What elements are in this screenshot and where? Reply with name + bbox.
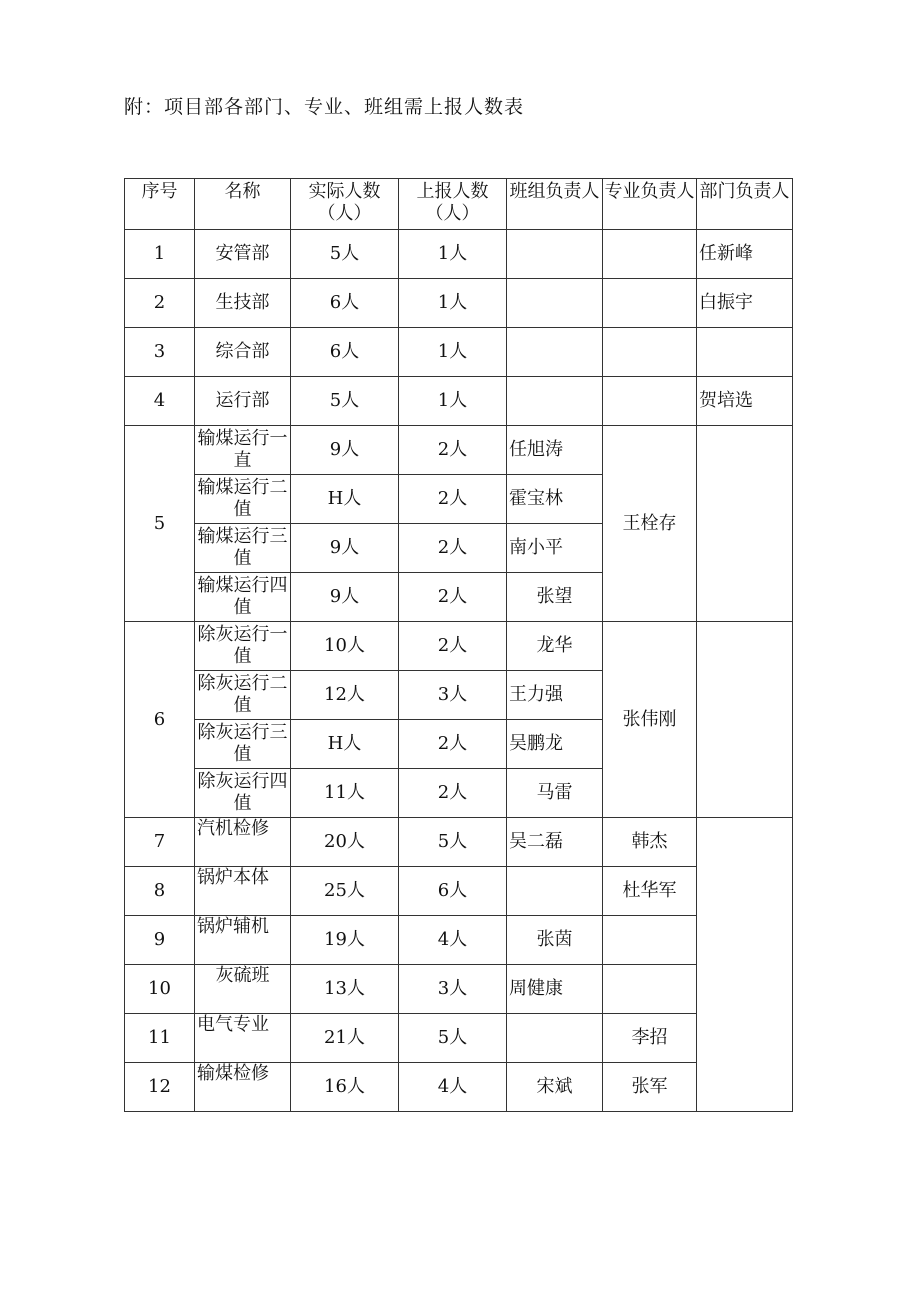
table-row (125, 818, 793, 867)
cell-name: 运行部 (195, 377, 291, 426)
cell-actual: 9人 (291, 573, 399, 622)
cell-actual: 10人 (291, 622, 399, 671)
cell-name: 输煤检修 (195, 1063, 291, 1112)
cell-spec-lead (603, 377, 697, 426)
cell-name: 锅炉辅机 (195, 916, 291, 965)
cell-reported: 4人 (399, 916, 507, 965)
cell-actual: H人 (291, 475, 399, 524)
cell-actual: 12人 (291, 671, 399, 720)
table-row (125, 328, 793, 377)
cell-team-lead (507, 867, 603, 916)
cell-spec-lead (603, 916, 697, 965)
cell-reported: 2人 (399, 720, 507, 769)
cell-reported: 1人 (399, 328, 507, 377)
personnel-table (124, 178, 793, 1112)
header-dept-lead: 部门负责人 (697, 179, 793, 230)
cell-actual: 5人 (291, 377, 399, 426)
cell-actual: 21人 (291, 1014, 399, 1063)
cell-team-lead: 吴鹏龙 (507, 720, 603, 769)
header-actual: 实际人数（人） (291, 179, 399, 230)
cell-seq: 5 (125, 426, 195, 622)
table-row (125, 965, 793, 1014)
cell-spec-lead: 王栓存 (603, 426, 697, 622)
table-row (125, 230, 793, 279)
cell-team-lead: 马雷 (507, 769, 603, 818)
cell-team-lead: 周健康 (507, 965, 603, 1014)
cell-name: 除灰运行一值 (195, 622, 291, 671)
cell-spec-lead: 韩杰 (603, 818, 697, 867)
header-team-lead: 班组负责人 (507, 179, 603, 230)
cell-dept-lead (697, 328, 793, 377)
cell-name: 锅炉本体 (195, 867, 291, 916)
cell-seq: 1 (125, 230, 195, 279)
cell-dept-lead: 任新峰 (697, 230, 793, 279)
cell-spec-lead: 张军 (603, 1063, 697, 1112)
cell-seq: 7 (125, 818, 195, 867)
table-row (125, 377, 793, 426)
cell-name: 输煤运行一直 (195, 426, 291, 475)
cell-dept-lead (697, 622, 793, 818)
cell-reported: 2人 (399, 524, 507, 573)
cell-team-lead (507, 230, 603, 279)
table-row (125, 1063, 793, 1112)
cell-actual: 16人 (291, 1063, 399, 1112)
cell-team-lead: 张茵 (507, 916, 603, 965)
cell-reported: 3人 (399, 671, 507, 720)
cell-team-lead: 龙华 (507, 622, 603, 671)
cell-name: 汽机检修 (195, 818, 291, 867)
cell-seq: 9 (125, 916, 195, 965)
table-row (125, 426, 793, 475)
cell-reported: 3人 (399, 965, 507, 1014)
cell-reported: 5人 (399, 818, 507, 867)
cell-team-lead (507, 328, 603, 377)
cell-reported: 1人 (399, 377, 507, 426)
header-reported: 上报人数（人） (399, 179, 507, 230)
cell-spec-lead (603, 279, 697, 328)
cell-actual: 6人 (291, 328, 399, 377)
cell-team-lead (507, 279, 603, 328)
cell-reported: 1人 (399, 230, 507, 279)
cell-name: 输煤运行二值 (195, 475, 291, 524)
cell-seq: 6 (125, 622, 195, 818)
cell-name: 电气专业 (195, 1014, 291, 1063)
cell-seq: 8 (125, 867, 195, 916)
table-header-row (125, 179, 793, 230)
cell-actual: 5人 (291, 230, 399, 279)
cell-team-lead: 霍宝林 (507, 475, 603, 524)
header-name: 名称 (195, 179, 291, 230)
header-spec-lead: 专业负责人 (603, 179, 697, 230)
cell-name: 安管部 (195, 230, 291, 279)
cell-actual: 9人 (291, 426, 399, 475)
cell-reported: 2人 (399, 475, 507, 524)
cell-dept-lead: 白振宇 (697, 279, 793, 328)
cell-seq: 4 (125, 377, 195, 426)
cell-team-lead: 任旭涛 (507, 426, 603, 475)
cell-actual: 20人 (291, 818, 399, 867)
cell-reported: 6人 (399, 867, 507, 916)
cell-team-lead: 吴二磊 (507, 818, 603, 867)
cell-actual: 9人 (291, 524, 399, 573)
cell-dept-lead (697, 818, 793, 1112)
cell-reported: 2人 (399, 426, 507, 475)
cell-reported: 4人 (399, 1063, 507, 1112)
page-title: 附：项目部各部门、专业、班组需上报人数表 (124, 96, 525, 118)
table-row (125, 867, 793, 916)
cell-team-lead: 南小平 (507, 524, 603, 573)
cell-name: 除灰运行四值 (195, 769, 291, 818)
cell-actual: H人 (291, 720, 399, 769)
cell-team-lead (507, 1014, 603, 1063)
cell-reported: 2人 (399, 573, 507, 622)
cell-spec-lead: 李招 (603, 1014, 697, 1063)
cell-seq: 12 (125, 1063, 195, 1112)
table-row (125, 622, 793, 671)
cell-name: 生技部 (195, 279, 291, 328)
cell-reported: 2人 (399, 769, 507, 818)
cell-name: 灰硫班 (195, 965, 291, 1014)
cell-reported: 5人 (399, 1014, 507, 1063)
cell-actual: 6人 (291, 279, 399, 328)
table-row (125, 1014, 793, 1063)
cell-seq: 11 (125, 1014, 195, 1063)
cell-team-lead (507, 377, 603, 426)
cell-seq: 2 (125, 279, 195, 328)
cell-name: 除灰运行三值 (195, 720, 291, 769)
header-seq: 序号 (125, 179, 195, 230)
table-row (125, 916, 793, 965)
cell-team-lead: 王力强 (507, 671, 603, 720)
cell-name: 综合部 (195, 328, 291, 377)
cell-name: 除灰运行二值 (195, 671, 291, 720)
cell-team-lead: 张望 (507, 573, 603, 622)
cell-spec-lead (603, 230, 697, 279)
cell-reported: 1人 (399, 279, 507, 328)
table-row (125, 279, 793, 328)
cell-seq: 3 (125, 328, 195, 377)
cell-actual: 13人 (291, 965, 399, 1014)
cell-name: 输煤运行三值 (195, 524, 291, 573)
cell-spec-lead: 张伟刚 (603, 622, 697, 818)
cell-dept-lead: 贺培选 (697, 377, 793, 426)
cell-actual: 25人 (291, 867, 399, 916)
cell-seq: 10 (125, 965, 195, 1014)
cell-team-lead: 宋斌 (507, 1063, 603, 1112)
cell-spec-lead: 杜华军 (603, 867, 697, 916)
cell-actual: 19人 (291, 916, 399, 965)
cell-reported: 2人 (399, 622, 507, 671)
cell-spec-lead (603, 328, 697, 377)
cell-dept-lead (697, 426, 793, 622)
cell-spec-lead (603, 965, 697, 1014)
cell-actual: 11人 (291, 769, 399, 818)
cell-name: 输煤运行四值 (195, 573, 291, 622)
